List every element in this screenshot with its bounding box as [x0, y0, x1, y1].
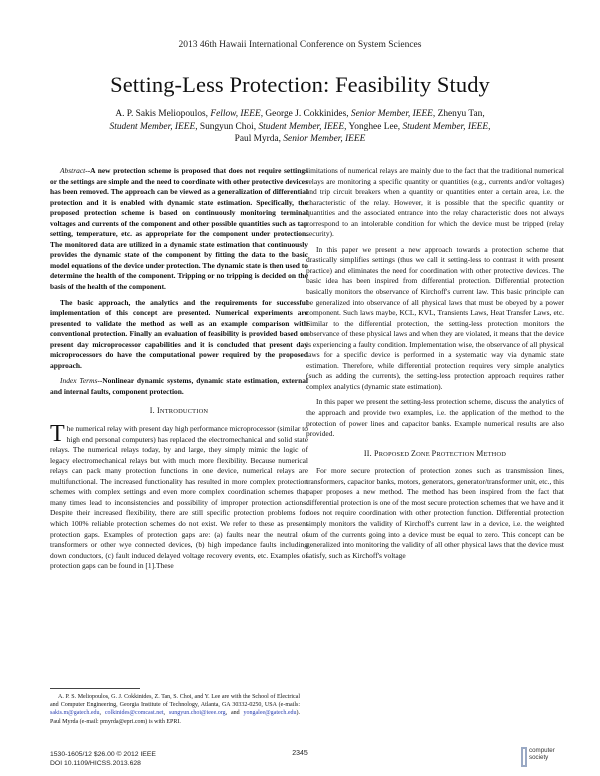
abstract — [50, 166, 308, 293]
intro-text: he numerical relay with present day high performance microprocessor (similar to high end personal computers) has replaced the electromechanical and solid state relays. The numerical relays today, by and large, they simply mimic the logic of legacy electromechanical relays but with much more flexibility. Because numerical relays can pack many protection functions in one device, numerical relays are multifunctional. The increased functionality has resulted in more complex protection schemes with complex settings and even more complex coordination schemes that many times lead to inconsistencies and possibility of improper protection actions. Despite their increased flexibility, there are still specific protection problems for which 100% reliable protection schemes do not exist. We refer to these as present protection gaps. Examples of protection gaps are: (a) faults near the neutral of transformers or other wye connected devices, (b) high impedance faults including down conductors, (c) fault induced delayed voltage recovery events, etc. Examples of protection gaps can be found in [1].These — [50, 424, 308, 571]
body-paragraph: In this paper we present the setting-less protection scheme, discuss the analytics of the approach and provide two examples, i.e. the application of the method to the protection of power lines and capacitor banks. Example numerical results are also provided. — [306, 397, 564, 439]
email-link[interactable]: sakis.m@gatech.edu — [50, 710, 100, 717]
body-paragraph: In this paper we present a new approach towards a protection scheme that drastically simplifies settings (thus we call it setting-less to contrast it with present practice) and eliminates the need for coordination with other protective devices. The basic idea has been inspired from differential protection. Differential protection basically monitors the observance of Kirchoff's current law. This basic principle can be generalized into observance of all physical laws that must be obeyed by a power component. Such laws maybe, KCL, KVL, Transients Laws, Heat Transfer Laws, etc. Similar to the differential protection, the setting-less protection monitors the observance of these physical laws and when they are violated, it means that the device is experiencing a faulty condition. Implementation wise, the observance of all physical laws for a specific device is performed in a systematic way via dynamic state estimation. Therefore, while differential protection requires very simple analytics (such as adding the currents), the setting-less protection approach requires rather complex analytics (dynamic state estimation). — [306, 244, 564, 391]
author-role: Student Member, IEEE — [258, 121, 345, 132]
section-heading-method: II. PROPOSED ZONE PROTECTION METHOD — [363, 448, 507, 458]
right-column — [306, 166, 564, 566]
index-terms-label: Index Terms — [60, 376, 98, 386]
abstract-label: Abstract — [60, 166, 86, 175]
paper-title: Setting-Less Protection: Feasibility Study — [110, 72, 490, 97]
issn-line: 1530-1605/12 $26.00 © 2012 IEEE — [50, 751, 156, 758]
email-link[interactable]: colkinides@comcast.net — [104, 710, 164, 717]
body-paragraph: For more secure protection of protection zones such as transmission lines, transformers, capacitor banks, motors, generators, generator/transformer unit, etc., this paper proposes a new method. The method has been inspired from the fact that differential protection is one of the most secure protection schemes that we have and it does not require coordination with other protection function. Differential protection simply monitors the validity of Kirchoff's current law in a device, i.e. the weighted sum of the currents going into a device must be equal to zero. This concept can be generalized into monitoring the validity of all other physical laws that the device must satisfy, such as Kirchoff's voltage — [306, 466, 564, 560]
author-text: , Sungyun Choi, — [195, 121, 259, 132]
index-terms-text: --Nonlinear dynamic systems, dynamic state estimation, external and internal faults, component protection. — [50, 376, 308, 396]
author-role: Senior Member, IEEE — [350, 109, 433, 119]
author-text: A. P. Sakis Meliopoulos, — [115, 109, 211, 119]
email-link[interactable]: yongalee@gatech.edu — [243, 710, 297, 717]
section-heading-introduction: I. INTRODUCTION — [149, 406, 209, 416]
author-text: Paul Myrda, — [234, 134, 284, 145]
doi-line: DOI 10.1109/HICSS.2013.628 — [50, 760, 141, 767]
author-role: Fellow, IEEE — [210, 109, 261, 119]
abstract-paragraph-2: The basic approach, the analytics and the requirements for successful implementation of this concept are presented. Numerical experiments are presented to validate the method as well as an example comparison with conventional protection. Finally an evaluation of feasibility is provided based on present day microprocessor capabilities and it is concluded that present day microprocessors do have the computational power required by the proposed approach. — [50, 297, 308, 370]
author-text: , — [488, 121, 491, 132]
author-role: Senior Member, IEEE — [283, 134, 366, 145]
footnote-divider — [50, 688, 140, 689]
author-role: Student Member, IEEE — [402, 121, 489, 132]
index-terms — [50, 376, 308, 397]
body-paragraph: limitations of numerical relays are mainly due to the fact that the traditional numerical relays are monitoring a specific quantity or quantities (e.g., currents and/or voltages) and trip circuit breakers when a quantity or quantities enter a certain area, i.e. the characteristic of the relay. However, it is possible that the specific quantity or quantities and the associated entrance into the relay characteristic does not always correspond to an intolerable condition for which the device must be tripped (relay security). — [306, 166, 564, 239]
intro-paragraph — [50, 421, 308, 572]
author-role: Student Member, IEEE — [109, 121, 196, 132]
author-text: , Zhenyu Tan, — [432, 109, 485, 119]
abstract-text: --A new protection scheme is proposed that does not require settings or the settings are simple and the need to coordinate with other protective devices has been removed. The approach can be viewed as a generalization of differential protection and it is enabled with dynamic state estimation. Specifically, the proposed protection scheme is based on continuously monitoring terminal voltages and currents of the component and other possible quantities such as tap setting, temperature, etc. as appropriate for the component under protection. The monitored data are utilized in a dynamic state estimation that continuously provides the dynamic state of the component by fitting the data to the basic model equations of the device under protection. The dynamic state is then used to determine the health of the component. Tripping or no tripping is decided on the basis of the health of the component. — [50, 166, 308, 292]
drop-cap: T — [50, 421, 65, 448]
logo-text: computer society — [529, 747, 555, 761]
email-link[interactable]: sungyun.choi@ieee.org — [168, 710, 226, 717]
author-text: , Yonghee Lee, — [344, 121, 403, 132]
author-block — [40, 108, 560, 146]
page-number: 2345 — [292, 750, 308, 757]
author-text: , George J. Cokkinides, — [260, 109, 351, 119]
author-footnote: A. P. S. Meliopoulos, G. J. Cokkinides, Z. Tan, S. Choi, and Y. Lee are with the School of Electrical and Computer Engineering, Georgia Institute of Technology, Atlanta, GA 30332-0250, USA (e-mails: sakis.m@gatech.edu, colkinides@comcast.net, sungyun.choi@ieee.org, and yongalee@gatech.edu). Paul Myrda (e-mail: pmyrda@epri.com) is with EPRI. — [50, 694, 300, 725]
conference-header: 2013 46th Hawaii International Conference on System Sciences — [178, 40, 422, 50]
left-column — [50, 166, 308, 577]
